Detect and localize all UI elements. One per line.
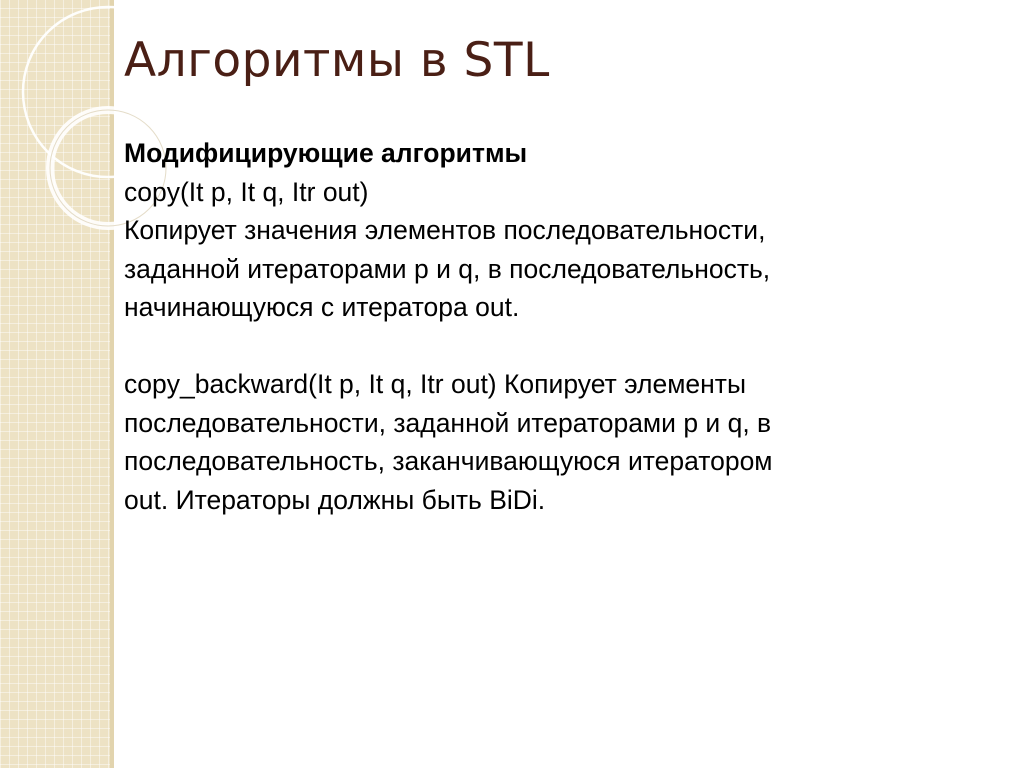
slide-title: Алгоритмы в STL [124,33,550,88]
copy-description-line: заданной итераторами p и q, в последовательность, [124,253,771,284]
section-subheading: Модифицирующие алгоритмы [124,138,528,168]
copy-description-line: Копирует значения элементов последовательности, [124,215,766,245]
copy-backward-line: copy_backward(It p, It q, Itr out) Копирует элементы [124,369,746,399]
copy-backward-line: последовательность, заканчивающуюся итератором [124,446,773,476]
copy-backward-line: out. Итераторы должны быть BiDi. [124,484,546,515]
paragraph-spacer [124,327,1004,366]
copy-description-line: начинающуюся с итератора out. [124,292,520,322]
slide-body [124,134,1004,519]
copy-signature: copy(It p, It q, Itr out) [124,176,369,207]
copy-backward-line: последовательности, заданной итераторами p и q, в [124,407,772,438]
